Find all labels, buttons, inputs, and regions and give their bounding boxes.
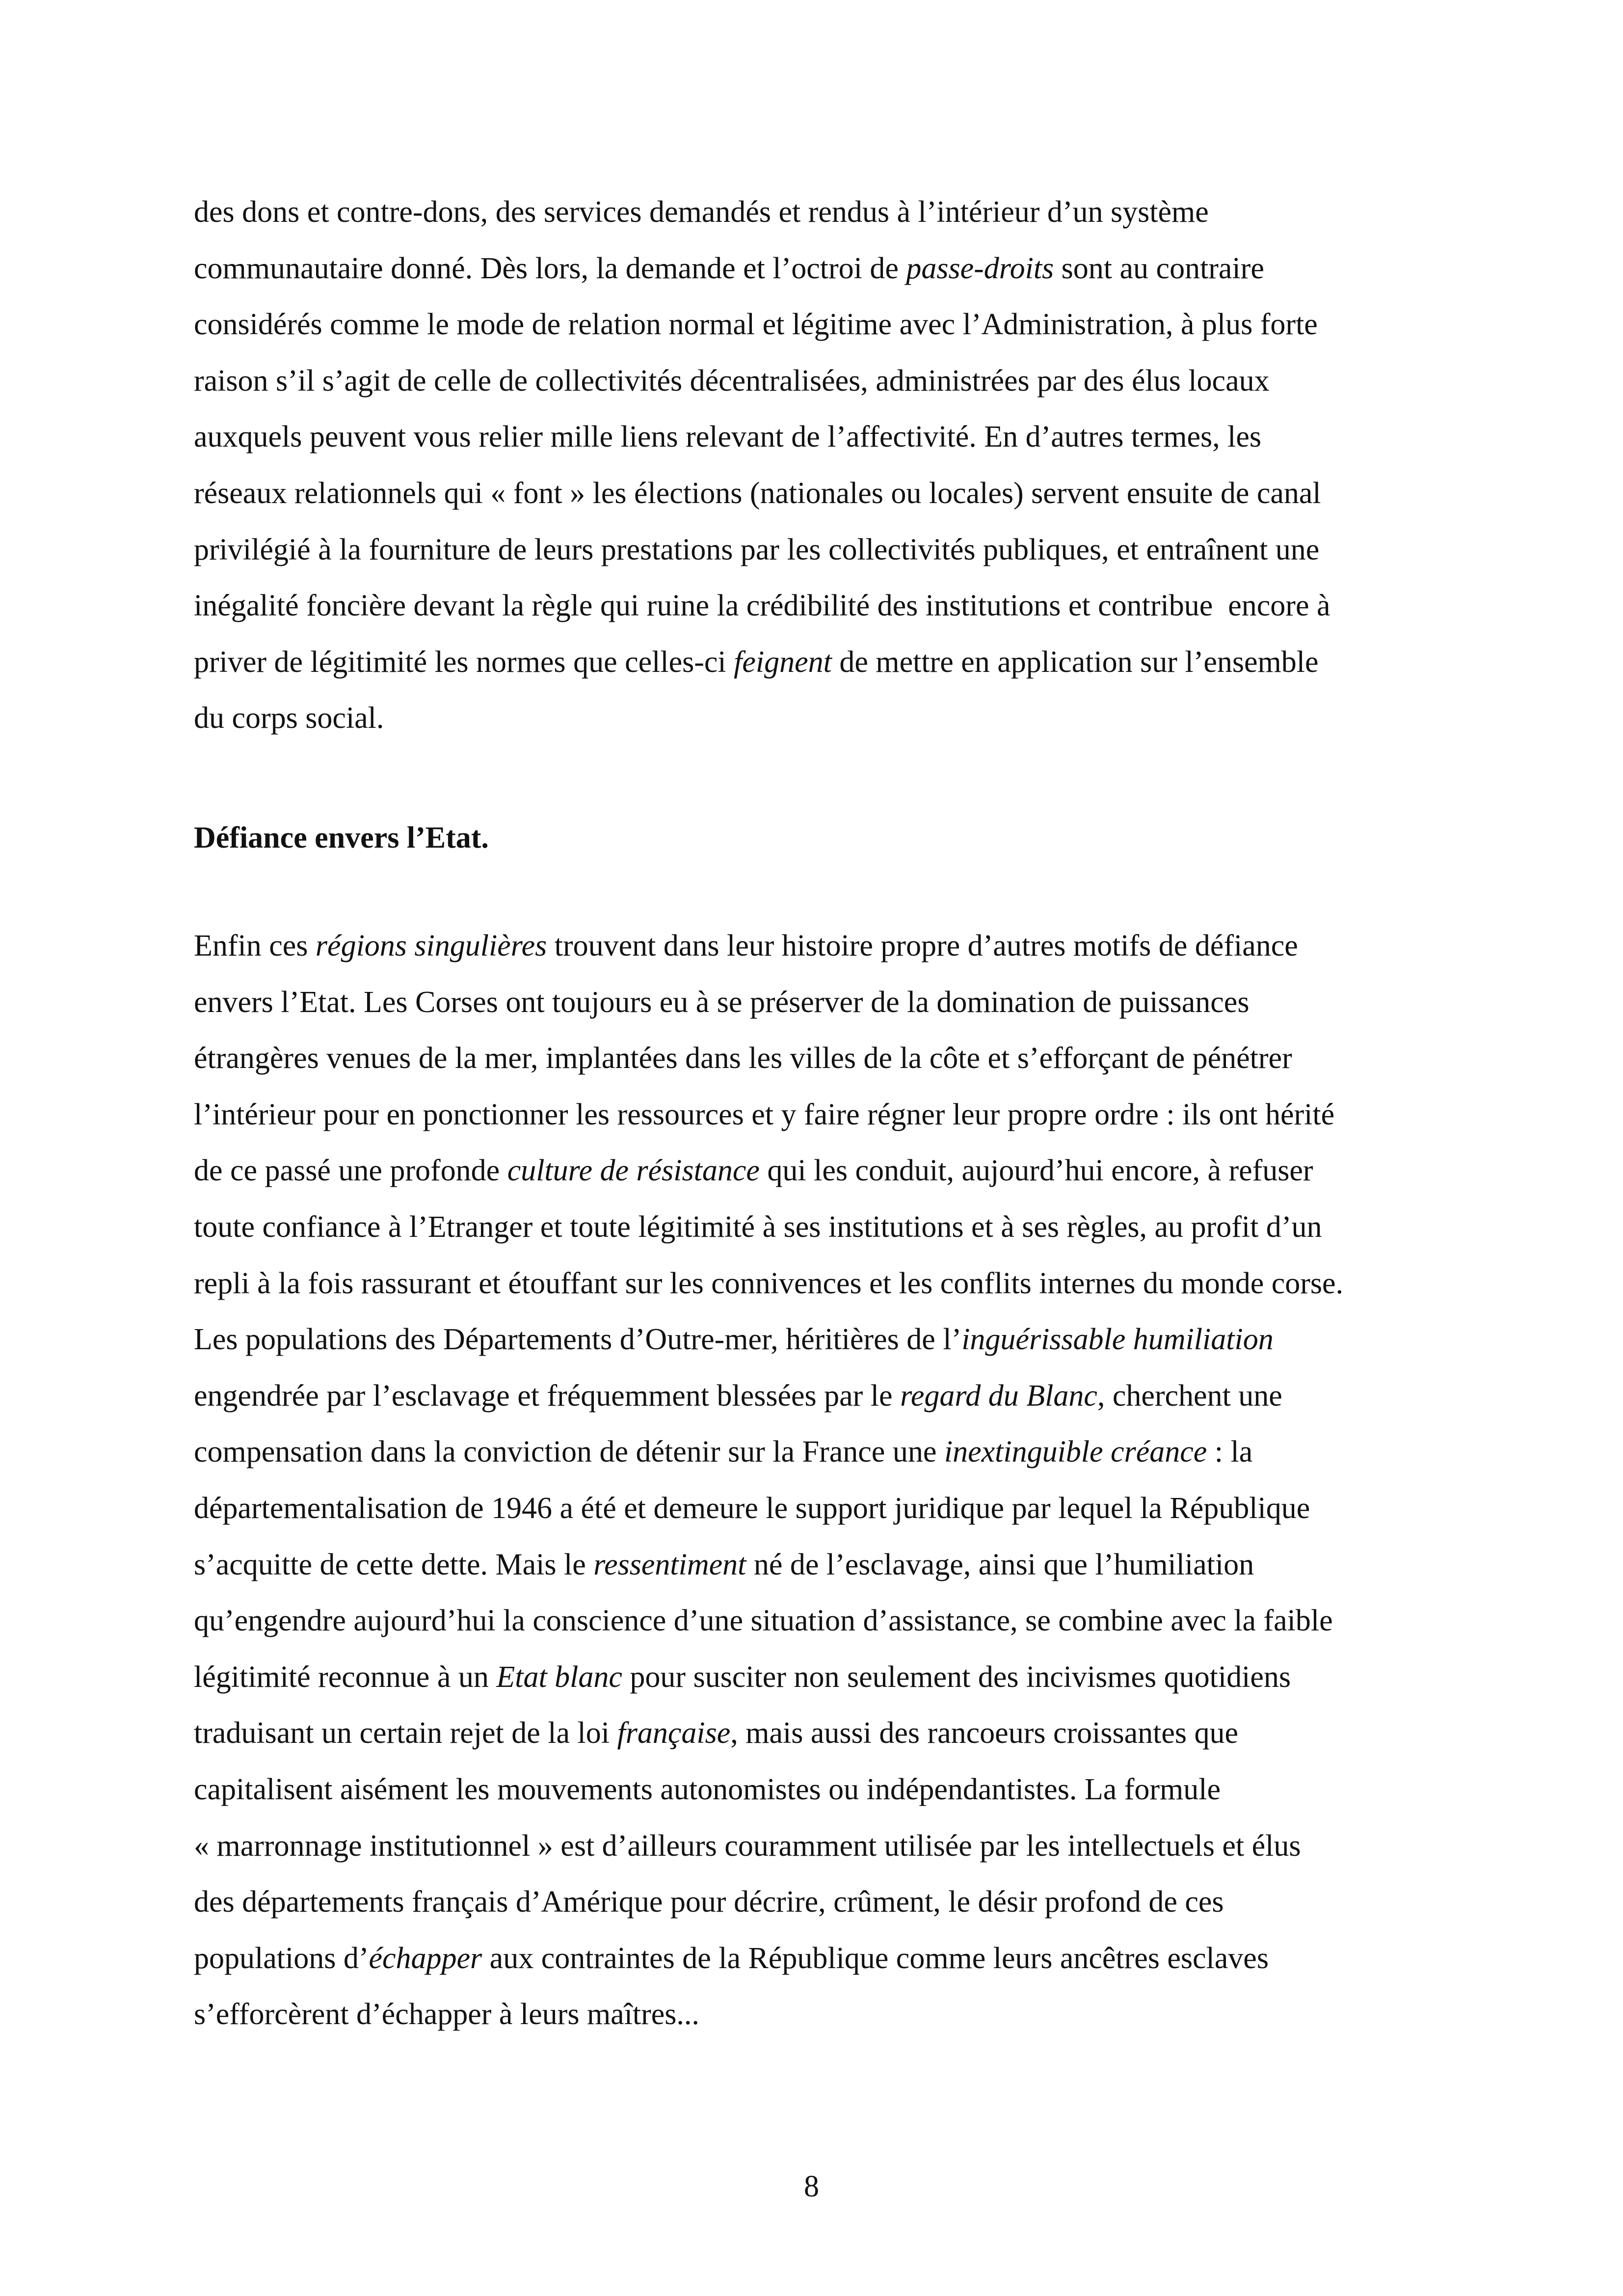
text-line [194, 578, 1436, 634]
text-segment: considérés comme le mode de relation normal et légitime avec l’Administration, à plus forte [194, 308, 1318, 342]
text-segment: l’intérieur pour en ponctionner les ressources et y faire régner leur propre ordre : ils ont hérité [194, 1097, 1335, 1131]
text-segment: qu’engendre aujourd’hui la conscience d’une situation d’assistance, se combine avec la faible [194, 1604, 1333, 1638]
text-segment: de mettre en application sur l’ensemble [831, 645, 1319, 679]
text-segment: : la [1207, 1435, 1253, 1469]
text-segment: repli à la fois rassurant et étouffant sur les connivences et les conflits internes du monde corse. [194, 1266, 1344, 1300]
text-segment: légitimité reconnue à un [194, 1660, 497, 1694]
italic-text-segment: culture de résistance [507, 1154, 760, 1188]
italic-text-segment: française [617, 1716, 731, 1750]
text-segment: trouvent dans leur histoire propre d’autres motifs de défiance [547, 929, 1298, 962]
text-segment: auxquels peuvent vous relier mille liens relevant de l’affectivité. En d’autres termes, les [194, 420, 1261, 454]
text-segment: capitalisent aisément les mouvements autonomistes ou indépendantistes. La formule [194, 1772, 1221, 1806]
text-line [194, 634, 1436, 691]
text-line [194, 1705, 1436, 1762]
italic-text-segment: inextinguible créance [944, 1435, 1207, 1469]
italic-text-segment: échapper [369, 1941, 482, 1975]
text-segment: envers l’Etat. Les Corses ont toujours eu à se préserver de la domination de puissances [194, 985, 1250, 1019]
text-line [194, 465, 1436, 522]
paragraph-body-2 [194, 918, 1436, 2043]
italic-text-segment: regard du Blanc [900, 1379, 1097, 1413]
text-line [194, 918, 1436, 974]
page-number: 8 [804, 2170, 819, 2203]
text-segment: qui les conduit, aujourd’hui encore, à refuser [759, 1154, 1313, 1188]
text-line [194, 1368, 1436, 1424]
text-line [194, 296, 1436, 353]
text-segment: , mais aussi des rancoeurs croissantes que [730, 1716, 1239, 1750]
text-line [194, 184, 1436, 240]
text-segment: réseaux relationnels qui « font » les élections (nationales ou locales) servent ensuite de canal [194, 476, 1321, 510]
text-segment: Enfin ces [194, 929, 316, 962]
text-line [194, 974, 1436, 1031]
text-segment: des départements français d’Amérique pour décrire, crûment, le désir profond de ces [194, 1885, 1224, 1919]
text-segment: toute confiance à l’Etranger et toute légitimité à ses institutions et à ses règles, au profit d’un [194, 1210, 1322, 1244]
text-segment: s’acquitte de cette dette. Mais le [194, 1548, 594, 1581]
text-segment: populations d’ [194, 1941, 369, 1975]
text-segment: départementalisation de 1946 a été et demeure le support juridique par lequel la République [194, 1491, 1310, 1525]
text-segment: aux contraintes de la République comme leurs ancêtres esclaves [482, 1941, 1269, 1975]
italic-text-segment: inguérissable humiliation [961, 1323, 1274, 1357]
text-line [194, 1874, 1436, 1930]
text-line [194, 1593, 1436, 1649]
italic-text-segment: régions singulières [315, 929, 547, 962]
text-line [194, 240, 1436, 297]
italic-text-segment: Etat blanc [496, 1660, 622, 1694]
paragraph-body-1 [194, 184, 1436, 747]
text-segment: étrangères venues de la mer, implantées dans les villes de la côte et s’efforçant de pénétrer [194, 1041, 1292, 1075]
text-segment: communautaire donné. Dès lors, la demande et l’octroi de [194, 251, 906, 285]
text-segment: inégalité foncière devant la règle qui ruine la crédibilité des institutions et contribue encore à [194, 589, 1330, 623]
text-line [194, 1537, 1436, 1593]
text-line [194, 1255, 1436, 1312]
text-line [194, 690, 1436, 747]
text-line [194, 1143, 1436, 1199]
text-line [194, 1930, 1436, 1987]
text-segment: pour susciter non seulement des incivismes quotidiens [622, 1660, 1291, 1694]
text-segment: , cherchent une [1097, 1379, 1282, 1413]
text-segment: traduisant un certain rejet de la loi [194, 1716, 617, 1750]
text-segment: priver de légitimité les normes que celles-ci [194, 645, 734, 679]
text-line [194, 1087, 1436, 1143]
text-line [194, 1480, 1436, 1537]
text-segment: s’efforcèrent d’échapper à leurs maîtres... [194, 1998, 699, 2031]
text-line [194, 1818, 1436, 1874]
text-segment: né de l’esclavage, ainsi que l’humiliation [746, 1548, 1254, 1581]
text-line [194, 1424, 1436, 1480]
text-line [194, 1762, 1436, 1818]
text-segment: des dons et contre-dons, des services demandés et rendus à l’intérieur d’un système [194, 195, 1209, 229]
text-line [194, 353, 1436, 409]
text-segment: privilégié à la fourniture de leurs prestations par les collectivités publiques, et entraînent une [194, 533, 1320, 566]
text-segment: de ce passé une profonde [194, 1154, 507, 1188]
text-segment: engendrée par l’esclavage et fréquemment blessées par le [194, 1379, 901, 1413]
italic-text-segment: ressentiment [593, 1548, 746, 1581]
text-line [194, 1030, 1436, 1087]
text-segment: sont au contraire [1054, 251, 1264, 285]
text-segment: raison s’il s’agit de celle de collectivités décentralisées, administrées par des élus locaux [194, 364, 1270, 398]
text-segment: « marronnage institutionnel » est d’ailleurs couramment utilisée par les intellectuels et élus [194, 1829, 1301, 1863]
text-line [194, 1986, 1436, 2043]
text-line [194, 522, 1436, 578]
text-segment: du corps social. [194, 701, 384, 735]
section-heading: Défiance envers l’Etat. [194, 821, 489, 854]
text-line [194, 1311, 1436, 1368]
text-line [194, 1199, 1436, 1255]
text-line [194, 1649, 1436, 1706]
text-segment: compensation dans la conviction de détenir sur la France une [194, 1435, 944, 1469]
italic-text-segment: passe-droits [906, 251, 1054, 285]
text-segment: Les populations des Départements d’Outre-mer, héritières de l’ [194, 1323, 962, 1357]
italic-text-segment: feignent [734, 645, 832, 679]
text-line [194, 409, 1436, 465]
